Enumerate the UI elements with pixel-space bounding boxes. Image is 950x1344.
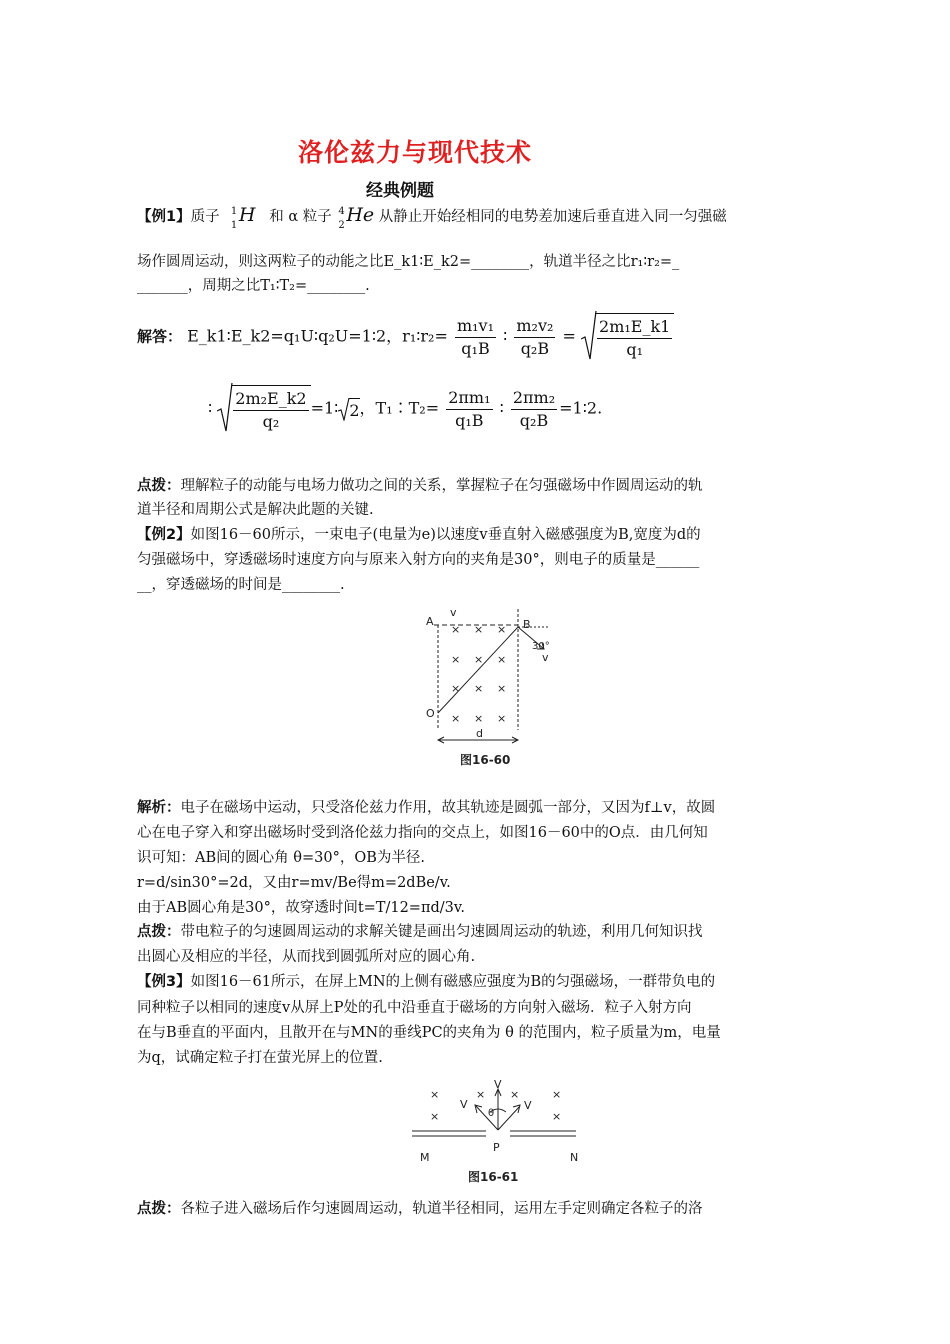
- tip-label: 点拨：: [137, 924, 181, 940]
- sqrt-expression-2: [217, 385, 310, 433]
- field-cross: ×: [497, 623, 507, 636]
- numerator: 2m₁E_k1: [597, 316, 672, 339]
- example-2-label: 【例2】: [137, 527, 191, 543]
- he-charge-number: 2: [338, 220, 345, 231]
- radical-sign: [217, 381, 233, 433]
- field-cross: ×: [552, 1110, 562, 1123]
- sqrt-expression-1: [581, 313, 674, 361]
- field-cross: ×: [451, 653, 461, 666]
- field-cross: ×: [451, 682, 461, 695]
- answer-text: ，T₁∶T₂=: [359, 398, 440, 418]
- he-symbol: He: [346, 204, 375, 226]
- label-v-incident: v: [450, 606, 457, 619]
- label-theta: θ: [488, 1108, 495, 1119]
- denominator: q₂: [262, 412, 280, 431]
- example-3-label: 【例3】: [137, 974, 191, 990]
- answer-line-2: [208, 385, 602, 433]
- ratio-colon: ∶: [208, 398, 213, 418]
- answer-label: 解答：: [137, 327, 183, 346]
- example-3-line-3: 在与B垂直的平面内，且散开在与MN的垂线PC的夹角为 θ 的范围内，粒子质量为m，电量: [137, 1025, 721, 1041]
- fraction-t2: [511, 387, 557, 432]
- h-symbol: H: [238, 204, 256, 226]
- field-cross: ×: [474, 623, 484, 636]
- analysis-text: 电子在磁场中运动，只受洛伦兹力作用，故其轨迹是圆弧一部分，又因为f⊥v，故圆: [180, 800, 716, 816]
- analysis-line-2: 心在电子穿入和穿出磁场时受到洛伦兹力指向的交点上，如图16－60中的O点．由几何知: [137, 825, 708, 841]
- label-angle: 30°: [532, 641, 550, 652]
- field-cross: ×: [474, 653, 484, 666]
- page-title: 洛伦兹力与现代技术: [297, 138, 532, 167]
- denominator: q₂B: [519, 410, 549, 430]
- radical-sign: [581, 309, 597, 361]
- example-1-label: 【例1】: [137, 209, 191, 225]
- label-v-center: V: [494, 1078, 502, 1091]
- figure-caption: 图16-60: [460, 753, 511, 767]
- figure-16-60: [420, 605, 570, 773]
- example-3-line-4: 为q，试确定粒子打在萤光屏上的位置.: [137, 1050, 383, 1066]
- example-1-line-2: 场作圆周运动，则这两粒子的动能之比E_k1∶E_k2=________，轨道半径之比r₁∶r₂=_: [137, 254, 680, 270]
- text-segment: 从静止开始经相同的电势差加速后垂直进入同一匀强磁: [378, 209, 727, 225]
- answer-text: =1∶2.: [559, 398, 603, 418]
- example-text: 如图16－60所示，一束电子(电量为e)以速度v垂直射入磁感强度为B,宽度为d的: [190, 527, 701, 543]
- field-cross: ×: [476, 1088, 486, 1101]
- field-cross: ×: [451, 623, 461, 636]
- field-cross: ×: [552, 1088, 562, 1101]
- tip-2-line-2: 出圆心及相应的半径，从而找到圆弧所对应的圆心角.: [137, 949, 476, 965]
- answer-line-1: [137, 313, 674, 361]
- example-3-line-1: [137, 970, 787, 995]
- radius-ob: [438, 627, 518, 713]
- sqrt-two: [338, 398, 359, 420]
- field-cross: ×: [497, 712, 507, 725]
- nuclide-h-scripts: [229, 203, 239, 231]
- fraction-t1: [446, 387, 492, 432]
- tip-label: 点拨：: [137, 1201, 181, 1217]
- label-v-right: V: [524, 1099, 532, 1112]
- numerator: m₁v₁: [455, 315, 496, 338]
- analysis-line-5: 由于AB圆心角是30°，故穿透时间t=T/12=πd/3v.: [137, 900, 465, 916]
- analysis-label: 解析：: [137, 800, 181, 816]
- sqrt-radicand: 2: [349, 398, 359, 420]
- field-cross: ×: [430, 1110, 440, 1123]
- section-heading: 经典例题: [366, 181, 434, 201]
- example-2-line-2: 匀强磁场中，穿透磁场时速度方向与原来入射方向的夹角是30°，则电子的质量是______: [137, 552, 700, 568]
- analysis-line-1: [137, 796, 787, 821]
- fraction-r1: [455, 315, 496, 360]
- numerator: m₂v₂: [514, 315, 555, 338]
- label-o: O: [426, 707, 435, 720]
- answer-text: =1∶: [310, 398, 339, 418]
- figure-caption: 图16-61: [468, 1170, 519, 1184]
- example-2-line-1: [137, 523, 787, 548]
- answer-text: E_k1∶E_k2=q₁U∶q₂U=1∶2，r₁∶r₂=: [187, 326, 448, 346]
- label-a: A: [426, 615, 434, 628]
- denominator: q₁: [626, 340, 643, 359]
- tip-1-line-1: [137, 474, 787, 499]
- tip-text: 理解粒子的动能与电场力做功之间的关系，掌握粒子在匀强磁场中作圆周运动的轨: [180, 478, 703, 494]
- figure-16-61: [410, 1078, 585, 1190]
- radical-sign: [338, 397, 350, 421]
- text-segment: 质子: [190, 209, 220, 225]
- field-cross: ×: [430, 1088, 440, 1101]
- fraction-r2: [514, 315, 555, 360]
- label-b: B: [523, 618, 531, 631]
- tip-3-line-1: [137, 1197, 787, 1222]
- text-segment: 和 α 粒子: [269, 209, 332, 225]
- numerator: 2πm₂: [511, 387, 557, 410]
- label-p: P: [493, 1141, 500, 1154]
- tip-text: 带电粒子的匀速圆周运动的求解关键是画出匀速圆周运动的轨迹，利用几何知识找: [180, 924, 703, 940]
- field-cross: ×: [497, 653, 507, 666]
- numerator: 2m₂E_k2: [233, 388, 308, 411]
- field-cross: ×: [510, 1088, 520, 1101]
- field-cross: ×: [451, 712, 461, 725]
- tip-1-line-2: 道半径和周期公式是解决此题的关键.: [137, 502, 374, 518]
- tip-text: 各粒子进入磁场后作匀速圆周运动，轨道半径相同，运用左手定则确定各粒子的洛: [180, 1201, 703, 1217]
- denominator: q₂B: [520, 338, 550, 358]
- label-n: N: [570, 1151, 579, 1164]
- numerator: 2πm₁: [446, 387, 492, 410]
- ratio-colon: ∶: [499, 398, 504, 418]
- example-2-line-3: __，穿透磁场的时间是________.: [137, 577, 345, 593]
- denominator: q₁B: [455, 410, 484, 430]
- label-v-left: V: [460, 1098, 468, 1111]
- field-cross: ×: [474, 682, 484, 695]
- field-cross: ×: [497, 682, 507, 695]
- h-mass-number: 1: [230, 206, 238, 217]
- label-d: d: [476, 727, 483, 740]
- example-3-line-2: 同种粒子以相同的速度v从屏上P处的孔中沿垂直于磁场的方向射入磁场．粒子入射方向: [137, 1000, 692, 1016]
- nuclide-he-scripts: [336, 203, 346, 231]
- label-v-exit: v: [542, 651, 549, 664]
- field-cross: ×: [474, 712, 484, 725]
- example-1-line-1: [137, 203, 787, 230]
- example-text: 如图16－61所示，在屏上MN的上侧有磁感应强度为B的匀强磁场，一群带负电的: [190, 974, 716, 990]
- h-charge-number: 1: [230, 220, 238, 231]
- tip-2-line-1: [137, 920, 787, 945]
- analysis-line-3: 识可知：AB间的圆心角 θ=30°，OB为半径.: [137, 850, 425, 866]
- equals-sign: =: [562, 326, 576, 346]
- ratio-colon: ∶: [503, 326, 508, 346]
- tip-label: 点拨：: [137, 478, 181, 494]
- denominator: q₁B: [461, 338, 490, 358]
- he-mass-number: 4: [338, 206, 345, 217]
- label-m: M: [420, 1151, 430, 1164]
- example-1-line-3: _______，周期之比T₁∶T₂=________.: [137, 278, 370, 294]
- analysis-line-4: r=d/sin30°=2d，又由r=mv/Be得m=2dBe/v.: [137, 875, 451, 891]
